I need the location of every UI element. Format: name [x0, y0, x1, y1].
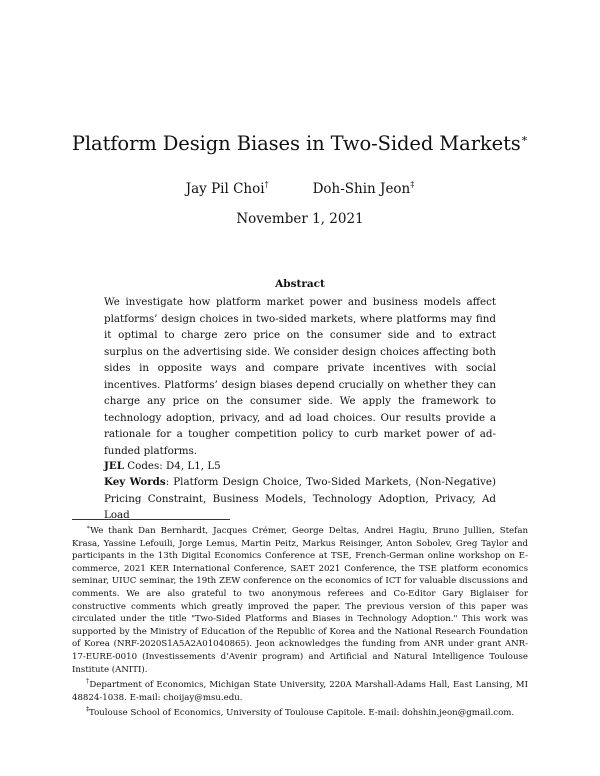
- footnote-author-2-affiliation: [72, 704, 528, 720]
- jel-codes: [104, 458, 496, 475]
- jel-rest-label: Codes:: [123, 460, 167, 472]
- jel-code-values: D4, L1, L5: [166, 460, 221, 472]
- author-1-name: Jay Pil Choi: [185, 181, 265, 197]
- author-2: [313, 180, 415, 197]
- keywords-label: Key Words: [104, 476, 166, 488]
- title-footnote-mark: ∗: [520, 132, 529, 145]
- footnotes: [72, 522, 528, 720]
- keywords: [104, 474, 496, 524]
- footnote-3-mark: ‡: [86, 706, 89, 714]
- footnote-rule: [72, 519, 230, 520]
- footnote-1-mark: ∗: [86, 524, 91, 531]
- author-1-mark: †: [264, 180, 269, 189]
- footnote-3-text: Toulouse School of Economics, University of Toulouse Capitole. E-mail: dohshin.jeon@gmail.com.: [89, 708, 515, 719]
- author-2-name: Doh-Shin Jeon: [312, 181, 411, 197]
- abstract-text: We investigate how platform market power and business models affect platforms’ design choices in two-sided markets, where platforms may find it optimal to charge zero price on the consumer side and to extract surplus on the advertising side. We consider design choices affecting both sides in opposite ways and compare private incentives with social incentives. Platforms’ design biases depend crucially on whether they can charge any price on the consumer side. We apply the framework to technology adoption, privacy, and ad load choices. Our results provide a rationale for a tougher competition policy to curb market power of ad-funded platforms.: [104, 296, 496, 457]
- author-list: [0, 180, 600, 197]
- footnote-2-mark: †: [86, 678, 90, 686]
- footnote-1-text: We thank Dan Bernhardt, Jacques Crémer, George Deltas, Andrei Hagiu, Bruno Jullien, Stefan Krasa, Yassine Lefouili, Jorge Lemus, Martin Peitz, Markus Reisinger, Anton Sobolev, Greg Taylor and participants in the 13th Digital Economics Conference at TSE, French-German online workshop on E-commerce, 2021 KER International Conference, SAET 2021 Conference, the TSE platform economics seminar, UIUC seminar, the 19th ZEW conference on the economics of ICT for valuable discussions and comments. We are also grateful to two anonymous referees and Co-Editor Gary Biglaiser for constructive comments which greatly improved the paper. The previous version of this paper was circulated under the title "Two-Sided Platforms and Biases in Technology Adoption." This work was supported by the Ministry of Education of the Republic of Korea and the National Research Foundation of Korea (NRF-2020S1A5A2A01040865). Jeon acknowledges the funding from ANR under grant ANR-17-EURE-0010 (Investissements d’Avenir program) and Artificial and Natural Intelligence Toulouse Institute (ANITI).: [72, 526, 528, 675]
- paper-title: [0, 132, 600, 155]
- title-text: Platform Design Biases in Two-Sided Markets: [71, 132, 521, 155]
- footnote-author-1-affiliation: [72, 676, 528, 704]
- author-1: [186, 180, 269, 197]
- keywords-text: : Platform Design Choice, Two-Sided Markets, (Non-Negative) Pricing Constraint, Business Models, Technology Adoption, Privacy, Ad Load: [104, 476, 496, 521]
- footnote-acknowledgements: [72, 522, 528, 676]
- abstract-heading: Abstract: [275, 278, 325, 290]
- author-2-mark: ‡: [410, 180, 415, 189]
- footnote-2-text: Department of Economics, Michigan State University, 220A Marshall-Adams Hall, East Lansing, MI 48824-1038. E-mail: choijay@msu.edu.: [72, 680, 528, 703]
- jel-label: JEL: [104, 460, 124, 472]
- paper-date: November 1, 2021: [236, 211, 364, 227]
